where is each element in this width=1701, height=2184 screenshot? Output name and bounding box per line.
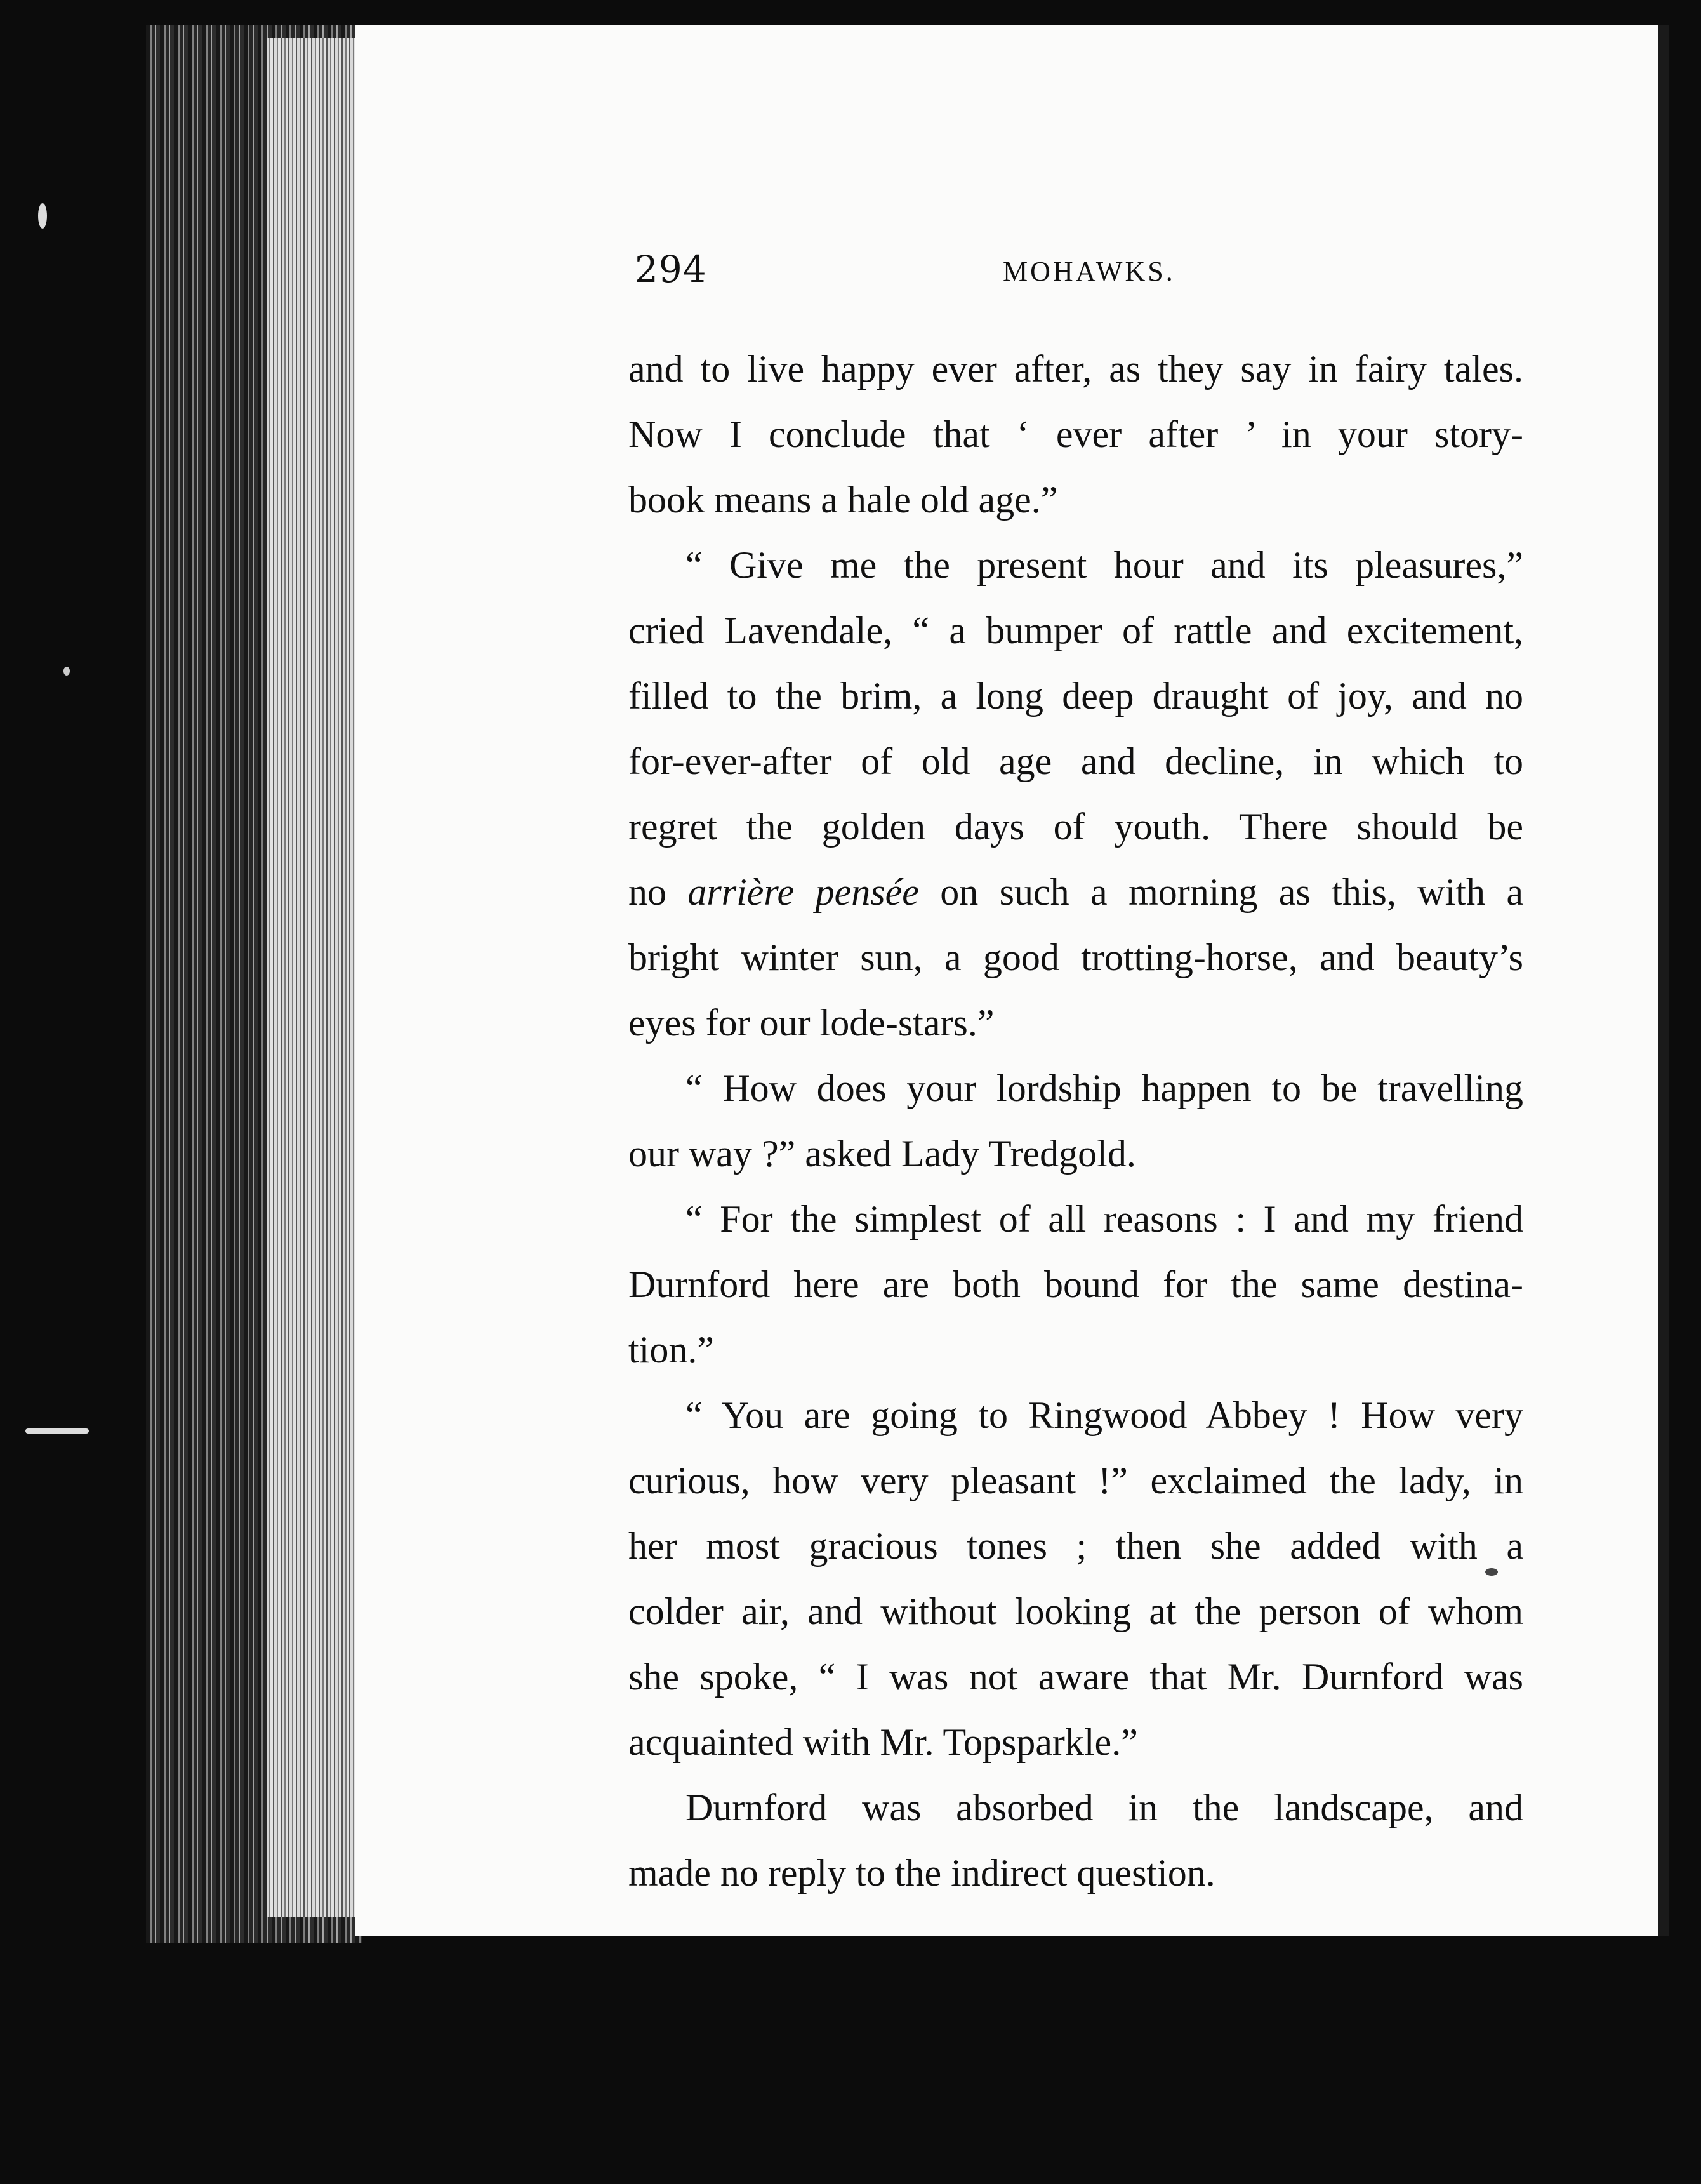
text-line: made no reply to the indirect question. <box>628 1852 1215 1894</box>
text-line: Now I conclude that ‘ ever after ’ in your story- <box>628 413 1523 455</box>
text-line: for-ever-after of old age and decline, in which to <box>628 740 1523 782</box>
text-line: regret the golden days of youth. There should be <box>628 806 1523 848</box>
text-line: her most gracious tones ; then she added with a <box>628 1525 1523 1567</box>
page-number: 294 <box>635 248 707 291</box>
text-line: curious, how very pleasant !” exclaimed the lady, in <box>628 1460 1523 1502</box>
italic-phrase: arrière pensée <box>687 871 919 913</box>
text-line: “ Give me the present hour and its pleasures,” <box>685 544 1523 586</box>
text-line: and to live happy ever after, as they say in fairy tales. <box>628 348 1523 390</box>
text-line: bright winter sun, a good trotting-horse, and beauty’s <box>628 936 1523 978</box>
running-head: MOHAWKS. <box>1003 256 1175 287</box>
text-fragment: no <box>628 871 688 913</box>
text-line: “ How does your lordship happen to be travelling <box>685 1067 1523 1109</box>
scan-speck <box>25 1428 89 1434</box>
scan-speck <box>1485 1568 1498 1576</box>
text-line: she spoke, “ I was not aware that Mr. Durnford was <box>628 1656 1523 1698</box>
text-line: colder air, and without looking at the person of whom <box>628 1590 1523 1632</box>
text-fragment: on such a morning as this, with a <box>918 871 1524 913</box>
text-line: book means a hale old age.” <box>628 479 1058 521</box>
scan-speck <box>38 203 47 229</box>
text-line: “ For the simplest of all reasons : I and my friend <box>685 1198 1523 1240</box>
page-header <box>635 248 1523 298</box>
scan-speck <box>63 667 70 676</box>
text-line: Durnford was absorbed in the landscape, and <box>685 1787 1523 1828</box>
body-text <box>628 336 1523 1906</box>
text-line: Durnford here are both bound for the same destina- <box>628 1263 1523 1305</box>
text-line: eyes for our lode-stars.” <box>628 1002 995 1044</box>
text-line: tion.” <box>628 1329 714 1371</box>
text-line: “ You are going to Ringwood Abbey ! How very <box>685 1394 1523 1436</box>
text-line-italic-phrase <box>628 860 1523 925</box>
text-line: our way ?” asked Lady Tredgold. <box>628 1133 1136 1175</box>
text-line: filled to the brim, a long deep draught of joy, and no <box>628 675 1523 717</box>
text-line: cried Lavendale, “ a bumper of rattle and excitement, <box>628 609 1523 651</box>
page-edges-inner <box>267 38 355 1917</box>
text-line: acquainted with Mr. Topsparkle.” <box>628 1721 1138 1763</box>
